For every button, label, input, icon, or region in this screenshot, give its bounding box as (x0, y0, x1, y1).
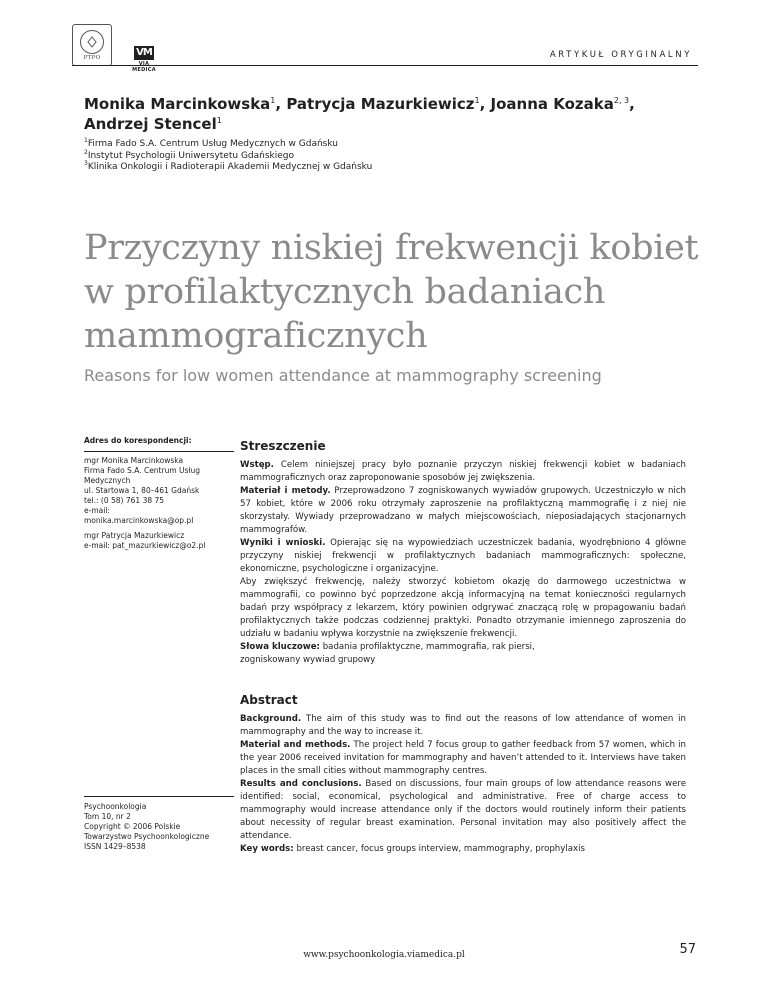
publication-rule (84, 796, 234, 797)
streszczenie-paragraph (240, 485, 686, 537)
author-list (84, 94, 664, 134)
author-separator: , (629, 95, 635, 113)
keywords-en (240, 843, 686, 856)
publication-info (84, 796, 234, 852)
journal-volume: Tom 10, nr 2 (84, 812, 131, 821)
paragraph-label: Wstęp. (240, 460, 274, 470)
abstract-paragraph (240, 778, 686, 843)
affiliation-number: 3 (84, 160, 88, 167)
streszczenie-section (240, 438, 686, 667)
abstract-paragraph (240, 739, 686, 778)
correspondence-line: mgr Patrycja Mazurkiewicz (84, 531, 185, 540)
affiliation-text: Klinika Onkologii i Radioterapii Akademii Medycznej w Gdańsku (87, 162, 373, 172)
author-affiliation-mark: 1 (216, 116, 222, 125)
correspondence-email[interactable]: monika.marcinkowska@op.pl (84, 516, 194, 525)
author-name: Monika Marcinkowska (84, 95, 271, 113)
via-medica-mark: VM (134, 46, 154, 60)
affiliation-item (84, 148, 664, 163)
title-line: mammograficznych (84, 316, 428, 356)
correspondence-line: mgr Monika Marcinkowska (84, 456, 184, 465)
article-type-rubric: ARTYKUŁ ORYGINALNY (549, 50, 692, 60)
article-subtitle: Reasons for low women attendance at mammography screening (84, 366, 602, 385)
journal-name: Psychoonkologia (84, 802, 147, 811)
copyright-line: Towarzystwo Psychoonkologiczne (84, 832, 210, 841)
via-medica-logo (126, 40, 162, 73)
ptpo-logo (72, 24, 112, 66)
correspondence-heading: Adres do korespondencji: (84, 436, 192, 445)
paragraph-text: The project held 7 focus group to gather feedback from 57 women, which in the year 2006 received invitation for mammography and haven’t attended to it. Interviews have taken places in the small cities without mammography centres. (240, 740, 686, 776)
affiliation-text: Instytut Psychologii Uniwersytetu Gdańskiego (87, 150, 295, 161)
streszczenie-paragraph (240, 576, 686, 641)
author-separator: , (275, 95, 287, 113)
abstract-paragraph (240, 713, 686, 739)
article-title (84, 226, 704, 358)
keywords-label: Key words: (240, 844, 294, 854)
correspondence-block-1 (84, 456, 234, 526)
paragraph-text: Celem niniejszej pracy było poznanie przyczyn niskiej frekwencji kobiet w badaniach mammograficznych oraz zaproponowanie sposobów jej zwiększenia. (240, 460, 686, 483)
paragraph-label: Wyniki i wnioski. (240, 538, 326, 548)
issn: ISSN 1429–8538 (84, 842, 146, 851)
correspondence-rule (84, 451, 234, 452)
streszczenie-paragraph (240, 459, 686, 485)
title-line: Przyczyny niskiej frekwencji kobiet (84, 228, 699, 268)
streszczenie-heading: Streszczenie (240, 439, 326, 453)
footer-url[interactable]: www.psychoonkologia.viamedica.pl (303, 950, 465, 960)
author-name: Patrycja Mazurkiewicz (286, 95, 475, 113)
correspondence-line: e-mail: (84, 506, 110, 515)
affiliation-text: Firma Fado S.A. Centrum Usług Medycznych w Gdańsku (87, 139, 338, 149)
paragraph-label: Materiał i metody. (240, 486, 331, 496)
paragraph-label: Background. (240, 714, 302, 724)
correspondence-box (84, 436, 234, 551)
ptpo-emblem-icon (80, 30, 104, 54)
ptpo-logo-text: PTPO (83, 54, 101, 61)
keywords-text: breast cancer, focus groups interview, mammography, prophylaxis (293, 844, 585, 854)
keywords-pl (240, 641, 686, 667)
keywords-text: zogniskowany wywiad grupowy (240, 655, 376, 665)
paragraph-label: Material and methods. (240, 740, 351, 750)
keywords-label: Słowa kluczowe: (240, 642, 320, 652)
affiliation-number: 1 (84, 137, 88, 144)
paragraph-label: Results and conclusions. (240, 779, 362, 789)
paragraph-text: Przeprowadzono 7 zogniskowanych wywiadów grupowych. Uczestniczyło w nich 57 kobiet, które w 2006 roku otrzymały zaproszenie na profilaktyczną mammografię i z niej nie skorzystały. Wywiady przeprowadzano w małych miejscowościach, nieposiadających stacjonarnych mammografów. (240, 486, 686, 535)
correspondence-line: Firma Fado S.A. Centrum Usług (84, 466, 201, 475)
correspondence-line: Medycznych (84, 476, 131, 485)
author-name: Joanna Kozaka (490, 95, 614, 113)
copyright-line: Copyright © 2006 Polskie (84, 822, 181, 831)
streszczenie-paragraph (240, 537, 686, 576)
correspondence-line: tel.: (0 58) 761 38 75 (84, 496, 165, 505)
abstract-section (240, 692, 686, 856)
author-separator: , (479, 95, 491, 113)
via-medica-logo-text: VIA MEDICA (132, 61, 156, 73)
author-affiliation-mark: 2, 3 (613, 96, 630, 105)
page-number: 57 (679, 942, 696, 957)
affiliation-item (84, 162, 664, 174)
correspondence-email[interactable]: e-mail: pat_mazurkiewicz@o2.pl (84, 541, 206, 550)
correspondence-block-2 (84, 531, 234, 551)
author-name: Andrzej Stencel (84, 115, 217, 133)
correspondence-line: ul. Startowa 1, 80–461 Gdańsk (84, 486, 200, 495)
paragraph-text: Based on discussions, four main groups of low attendance reasons were identified: social, economical, psychological and administrative. Free of charge access to mammography would increase attendance only if the doctors would routinely inform their patients about necessity of regular breast examination. Personal invitation may also positively affect the attendance. (240, 779, 686, 841)
paragraph-text: Opierając się na wypowiedziach uczestniczek badania, wyodrębniono 4 główne przyczyny niskiej frekwencji w profilaktycznych badaniach mammograficznych: społeczne, ekonomiczne, psychologiczne i organizacyjne. (240, 538, 686, 574)
author-affiliation-mark: 1 (474, 96, 480, 105)
keywords-text: badania profilaktyczne, mammografia, rak piersi, (320, 642, 535, 652)
affiliation-number: 2 (84, 148, 88, 156)
author-affiliation-mark: 1 (270, 96, 276, 105)
affiliation-item (84, 139, 664, 151)
paragraph-text: The aim of this study was to find out the reasons of low attendance of women in mammography and the way to increase it. (240, 714, 686, 737)
affiliation-list (84, 139, 664, 174)
header-rule (72, 65, 698, 66)
title-line: w profilaktycznych badaniach (84, 272, 606, 312)
paragraph-text: Aby zwiększyć frekwencję, należy stworzyć kobietom okazję do darmowego uczestnictwa w mammografii, co powinno być poprzedzone akcją informacyjną na temat konieczności regularnych badań przy współpracy z lekarzem, który powinien odgrywać znaczącą rolę w propagowaniu badań profilaktycznych także podczas codziennej praktyki. Ponadto otrzymanie imiennego zaproszenia do udziału w badaniu wpływa korzystnie na zwiększenie frekwencji. (240, 577, 686, 639)
abstract-heading: Abstract (240, 693, 298, 707)
